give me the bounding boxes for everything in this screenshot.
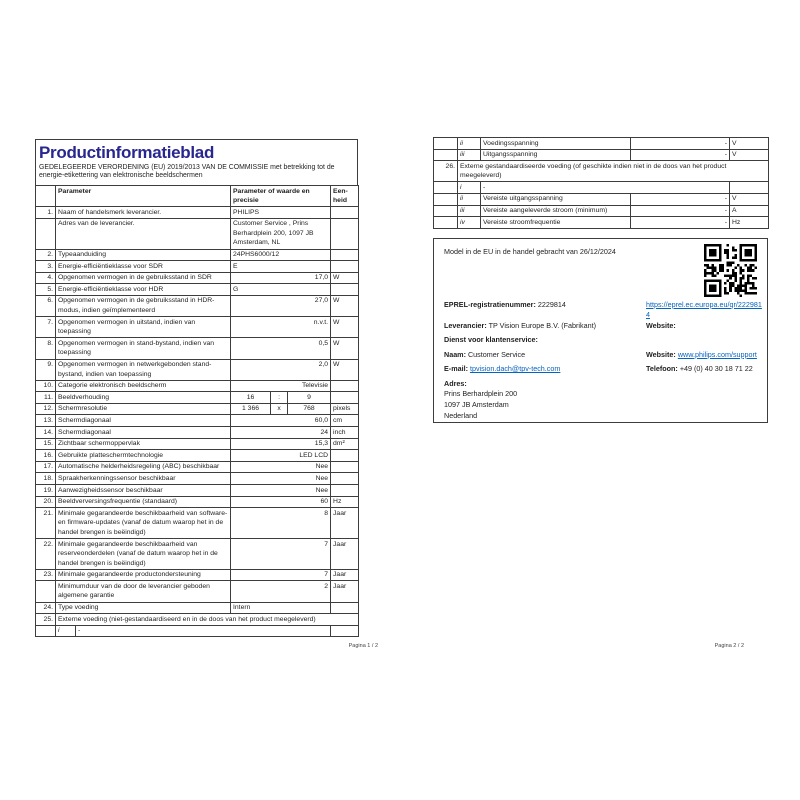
cell-unit: W	[331, 359, 359, 380]
cell-label: Vereiste stroomfrequentie	[481, 217, 631, 229]
cell-num	[434, 193, 458, 205]
parameter-table-continued	[433, 137, 769, 229]
cell-num: 18.	[36, 473, 56, 485]
table-subrow-i	[36, 625, 359, 637]
table-row	[36, 218, 359, 249]
table-row-aspect-ratio	[36, 392, 359, 404]
page-1	[35, 139, 358, 637]
cell-num: 10.	[36, 380, 56, 392]
cell-unit	[331, 207, 359, 219]
cell-num: 15.	[36, 438, 56, 450]
cell-label: Energie-efficiëntieklasse voor SDR	[56, 261, 231, 273]
cell-num: 12.	[36, 403, 56, 415]
cell-unit	[730, 182, 769, 194]
cell-unit: W	[331, 295, 359, 316]
cell-num: 5.	[36, 284, 56, 296]
cell-unit	[331, 602, 359, 614]
cell-num: 25.	[36, 614, 56, 626]
cell-label: Minimale gegarandeerde productondersteuning	[56, 569, 231, 581]
qr-code-icon	[704, 244, 757, 297]
cell-unit: V	[730, 149, 769, 161]
table-row	[36, 539, 359, 570]
cell-label: Type voeding	[56, 602, 231, 614]
cell-value: 24	[231, 427, 331, 439]
cell-value-1: 1 366	[231, 403, 271, 415]
adres-label: Adres:	[444, 378, 467, 388]
cell-value-2: 9	[288, 392, 331, 404]
cell-unit: Jaar	[331, 539, 359, 570]
cell-num: 21.	[36, 508, 56, 539]
page-2-footer: Pagina 2 / 2	[714, 643, 744, 649]
cell-value: -	[631, 193, 730, 205]
table-row	[434, 149, 769, 161]
cell-unit	[331, 485, 359, 497]
cell-value: 17,0	[231, 272, 331, 284]
page-1-footer: Pagina 1 / 2	[348, 643, 378, 649]
cell-unit	[331, 450, 359, 462]
cell-label: Schermresolutie	[56, 403, 231, 415]
cell-num: 6.	[36, 295, 56, 316]
cell-value: 24PHS6000/12	[231, 249, 331, 261]
table-row	[36, 450, 359, 462]
table-row	[36, 461, 359, 473]
table-row	[36, 338, 359, 359]
cell-unit: Hz	[730, 217, 769, 229]
header-value: Parameter of waarde en precisie	[231, 186, 331, 207]
table-row	[36, 427, 359, 439]
cell-label-span: Externe voeding (niet-gestandaardiseerd en in de doos van het product meegeleverd)	[56, 614, 359, 626]
cell-value-sep: x	[271, 403, 288, 415]
cell-value: -	[481, 182, 730, 194]
table-row	[434, 217, 769, 229]
cell-num	[434, 217, 458, 229]
cell-label: Adres van de leverancier.	[56, 218, 231, 249]
table-row	[36, 261, 359, 273]
cell-label: Minimale gegarandeerde beschikbaarheid van reserveonderdelen (vanaf de datum waarop het in de handel brengen is beëindigd)	[56, 539, 231, 570]
cell-value: PHILIPS	[231, 207, 331, 219]
cell-label: Beeldverhouding	[56, 392, 231, 404]
cell-num: 8.	[36, 338, 56, 359]
telefoon-label: Telefoon:	[646, 364, 678, 373]
cell-label: Vereiste uitgangsspanning	[481, 193, 631, 205]
cell-label: Categorie elektronisch beeldscherm	[56, 380, 231, 392]
page-title: Productinformatieblad	[39, 143, 215, 162]
cell-roman: iv	[458, 217, 481, 229]
cell-roman: iii	[458, 149, 481, 161]
cell-value: 27,0	[231, 295, 331, 316]
model-info-box	[433, 238, 768, 423]
cell-label: Opgenomen vermogen in uitstand, indien van toepassing	[56, 317, 231, 338]
cell-value: 7	[231, 569, 331, 581]
cell-roman: iii	[458, 205, 481, 217]
cell-num	[36, 625, 56, 637]
table-row	[434, 193, 769, 205]
cell-roman: i	[56, 625, 76, 637]
cell-value: Nee	[231, 485, 331, 497]
cell-num: 9.	[36, 359, 56, 380]
cell-num	[434, 138, 458, 150]
cell-label: Schermdiagonaal	[56, 427, 231, 439]
eprel-label: EPREL-registratienummer:	[444, 299, 536, 309]
table-row-span	[434, 161, 769, 182]
table-row	[36, 581, 359, 602]
email-label: E-mail:	[444, 364, 468, 373]
header-unit: Een-heid	[331, 186, 359, 207]
table-header-row	[36, 186, 359, 207]
cell-num	[434, 149, 458, 161]
cell-value-1: 16	[231, 392, 271, 404]
cell-value-2: 768	[288, 403, 331, 415]
cell-value: 60,0	[231, 415, 331, 427]
cell-value: Nee	[231, 473, 331, 485]
table-row	[36, 602, 359, 614]
cell-roman: ii	[458, 138, 481, 150]
cell-unit: inch	[331, 427, 359, 439]
adres-line: Prins Berhardplein 200	[444, 389, 518, 398]
cell-value: 0,5	[231, 338, 331, 359]
cell-unit	[331, 249, 359, 261]
cell-num: 17.	[36, 461, 56, 473]
table-row	[36, 317, 359, 338]
page-2	[433, 137, 769, 229]
table-row	[36, 485, 359, 497]
cell-value: 7	[231, 539, 331, 570]
cell-unit	[331, 284, 359, 296]
table-row	[36, 359, 359, 380]
cell-num: 1.	[36, 207, 56, 219]
cell-unit: Hz	[331, 496, 359, 508]
naam-row	[444, 350, 757, 361]
cell-unit: Jaar	[331, 581, 359, 602]
cell-num: 2.	[36, 249, 56, 261]
cell-label: Vereiste aangeleverde stroom (minimum)	[481, 205, 631, 217]
table-row	[36, 473, 359, 485]
cell-num: 20.	[36, 496, 56, 508]
cell-value: Intern	[231, 602, 331, 614]
cell-value: 2	[231, 581, 331, 602]
cell-value: Customer Service , Prins Berhardplein 200, 1097 JB Amsterdam, NL	[231, 218, 331, 249]
cell-label: Zichtbaar schermoppervlak	[56, 438, 231, 450]
cell-value-sep: :	[271, 392, 288, 404]
eprel-link[interactable]: https://eprel.ec.europa.eu/qr/2229814	[646, 299, 762, 319]
support-website-link[interactable]: www.philips.com/support	[677, 349, 757, 359]
cell-unit: Jaar	[331, 508, 359, 539]
adres-line: 1097 JB Amsterdam	[444, 399, 509, 409]
cell-value: Televisie	[231, 380, 331, 392]
table-row	[434, 205, 769, 217]
email-row	[444, 364, 757, 375]
cell-num	[36, 186, 56, 207]
cell-label: Voedingsspanning	[481, 138, 631, 150]
cell-unit: V	[730, 138, 769, 150]
cell-label: Typeaanduiding	[56, 249, 231, 261]
cell-label: Opgenomen vermogen in de gebruiksstand in HDR-modus, indien geïmplementeerd	[56, 295, 231, 316]
cell-roman: ii	[458, 193, 481, 205]
cell-value: -	[631, 149, 730, 161]
table-row	[36, 508, 359, 539]
table-row	[36, 415, 359, 427]
cell-value: 8	[231, 508, 331, 539]
table-row	[36, 284, 359, 296]
cell-value: 60	[231, 496, 331, 508]
cell-label: Naam of handelsmerk leverancier.	[56, 207, 231, 219]
cell-label: Opgenomen vermogen in de gebruiksstand in SDR	[56, 272, 231, 284]
cell-label: Energie-efficiëntieklasse voor HDR	[56, 284, 231, 296]
table-row	[36, 380, 359, 392]
parameter-table	[35, 185, 359, 637]
cell-num: 26.	[434, 161, 458, 182]
cell-unit	[331, 625, 359, 637]
cell-value: 2,0	[231, 359, 331, 380]
adres-line: Nederland	[444, 410, 478, 420]
title-block	[35, 139, 358, 185]
table-row-resolution	[36, 403, 359, 415]
cell-unit: Jaar	[331, 569, 359, 581]
cell-label: Beeldverversingsfrequentie (standaard)	[56, 496, 231, 508]
cell-num	[36, 581, 56, 602]
cell-num	[434, 182, 458, 194]
leverancier-label: Leverancier:	[444, 320, 487, 330]
cell-num: 23.	[36, 569, 56, 581]
cell-num: 4.	[36, 272, 56, 284]
cell-label: Uitgangsspanning	[481, 149, 631, 161]
telefoon-value: +49 (0) 40 30 18 71 22	[679, 364, 753, 373]
eprel-number: 2229814	[537, 299, 566, 309]
cell-value: G	[231, 284, 331, 296]
cell-label: Opgenomen vermogen in stand-bystand, indien van toepassing	[56, 338, 231, 359]
leverancier-value: TP Vision Europe B.V. (Fabrikant)	[488, 320, 596, 330]
cell-num: 24.	[36, 602, 56, 614]
table-row	[36, 249, 359, 261]
cell-unit: A	[730, 205, 769, 217]
cell-label: Gebruikte platteschermtechnologie	[56, 450, 231, 462]
header-parameter: Parameter	[56, 186, 231, 207]
cell-label: Automatische helderheidsregeling (ABC) beschikbaar	[56, 461, 231, 473]
model-market-date: Model in de EU in de handel gebracht van 26/12/2024	[444, 247, 616, 256]
website-label-2: Website:	[646, 349, 676, 359]
cell-label: Opgenomen vermogen in netwerkgebonden stand-bystand, indien van toepassing	[56, 359, 231, 380]
cell-unit	[331, 473, 359, 485]
cell-num: 13.	[36, 415, 56, 427]
naam-label: Naam:	[444, 349, 466, 359]
cell-num: 16.	[36, 450, 56, 462]
cell-value: -	[631, 138, 730, 150]
cell-unit: V	[730, 193, 769, 205]
cell-unit	[331, 380, 359, 392]
cell-value: -	[631, 217, 730, 229]
table-row	[434, 138, 769, 150]
cell-value: n.v.t.	[231, 317, 331, 338]
cell-value: LED LCD	[231, 450, 331, 462]
cell-unit: dm²	[331, 438, 359, 450]
cell-num	[434, 205, 458, 217]
cell-value: E	[231, 261, 331, 273]
leverancier-row	[444, 321, 757, 332]
cell-num: 19.	[36, 485, 56, 497]
cell-num: 3.	[36, 261, 56, 273]
adres-block	[444, 389, 757, 421]
service-heading: Dienst voor klantenservice:	[444, 335, 538, 344]
cell-label: Spraakherkenningssensor beschikbaar	[56, 473, 231, 485]
cell-label: Schermdiagonaal	[56, 415, 231, 427]
cell-unit	[331, 392, 359, 404]
cell-num: 7.	[36, 317, 56, 338]
cell-label: Minimale gegarandeerde beschikbaarheid van software- en firmware-updates (vanaf de datum waarop het in de handel brengen is beëindigd)	[56, 508, 231, 539]
naam-value: Customer Service	[467, 349, 526, 359]
table-row	[36, 295, 359, 316]
cell-value: -	[76, 625, 331, 637]
table-subrow-i	[434, 182, 769, 194]
cell-unit: W	[331, 338, 359, 359]
cell-label: Minimumduur van de door de leverancier geboden algemene garantie	[56, 581, 231, 602]
cell-num: 14.	[36, 427, 56, 439]
table-row	[36, 272, 359, 284]
cell-unit	[331, 218, 359, 249]
cell-num: 22.	[36, 539, 56, 570]
cell-unit	[331, 261, 359, 273]
cell-value: -	[631, 205, 730, 217]
cell-value: Nee	[231, 461, 331, 473]
cell-unit	[331, 461, 359, 473]
cell-unit: cm	[331, 415, 359, 427]
website-label: Website:	[646, 320, 676, 330]
cell-roman: i	[458, 182, 481, 194]
cell-label: Aanwezigheidssensor beschikbaar	[56, 485, 231, 497]
table-row	[36, 438, 359, 450]
regulation-subtitle: GEDELEGEERDE VERORDENING (EU) 2019/2013 VAN DE COMMISSIE met betrekking tot de energie-etikettering van elektronische beeldschermen	[39, 164, 335, 180]
table-row	[36, 569, 359, 581]
cell-unit: pixels	[331, 403, 359, 415]
cell-unit: W	[331, 317, 359, 338]
cell-num	[36, 218, 56, 249]
table-row	[36, 207, 359, 219]
cell-value: 15,3	[231, 438, 331, 450]
table-row-span	[36, 614, 359, 626]
cell-label-span: Externe gestandaardiseerde voeding (of geschikte indien niet in de doos van het product meegeleverd)	[458, 161, 769, 182]
table-row	[36, 496, 359, 508]
cell-num: 11.	[36, 392, 56, 404]
eprel-row	[444, 299, 762, 321]
cell-unit: W	[331, 272, 359, 284]
email-link[interactable]: tpvision.dach@tpv-tech.com	[469, 364, 561, 373]
